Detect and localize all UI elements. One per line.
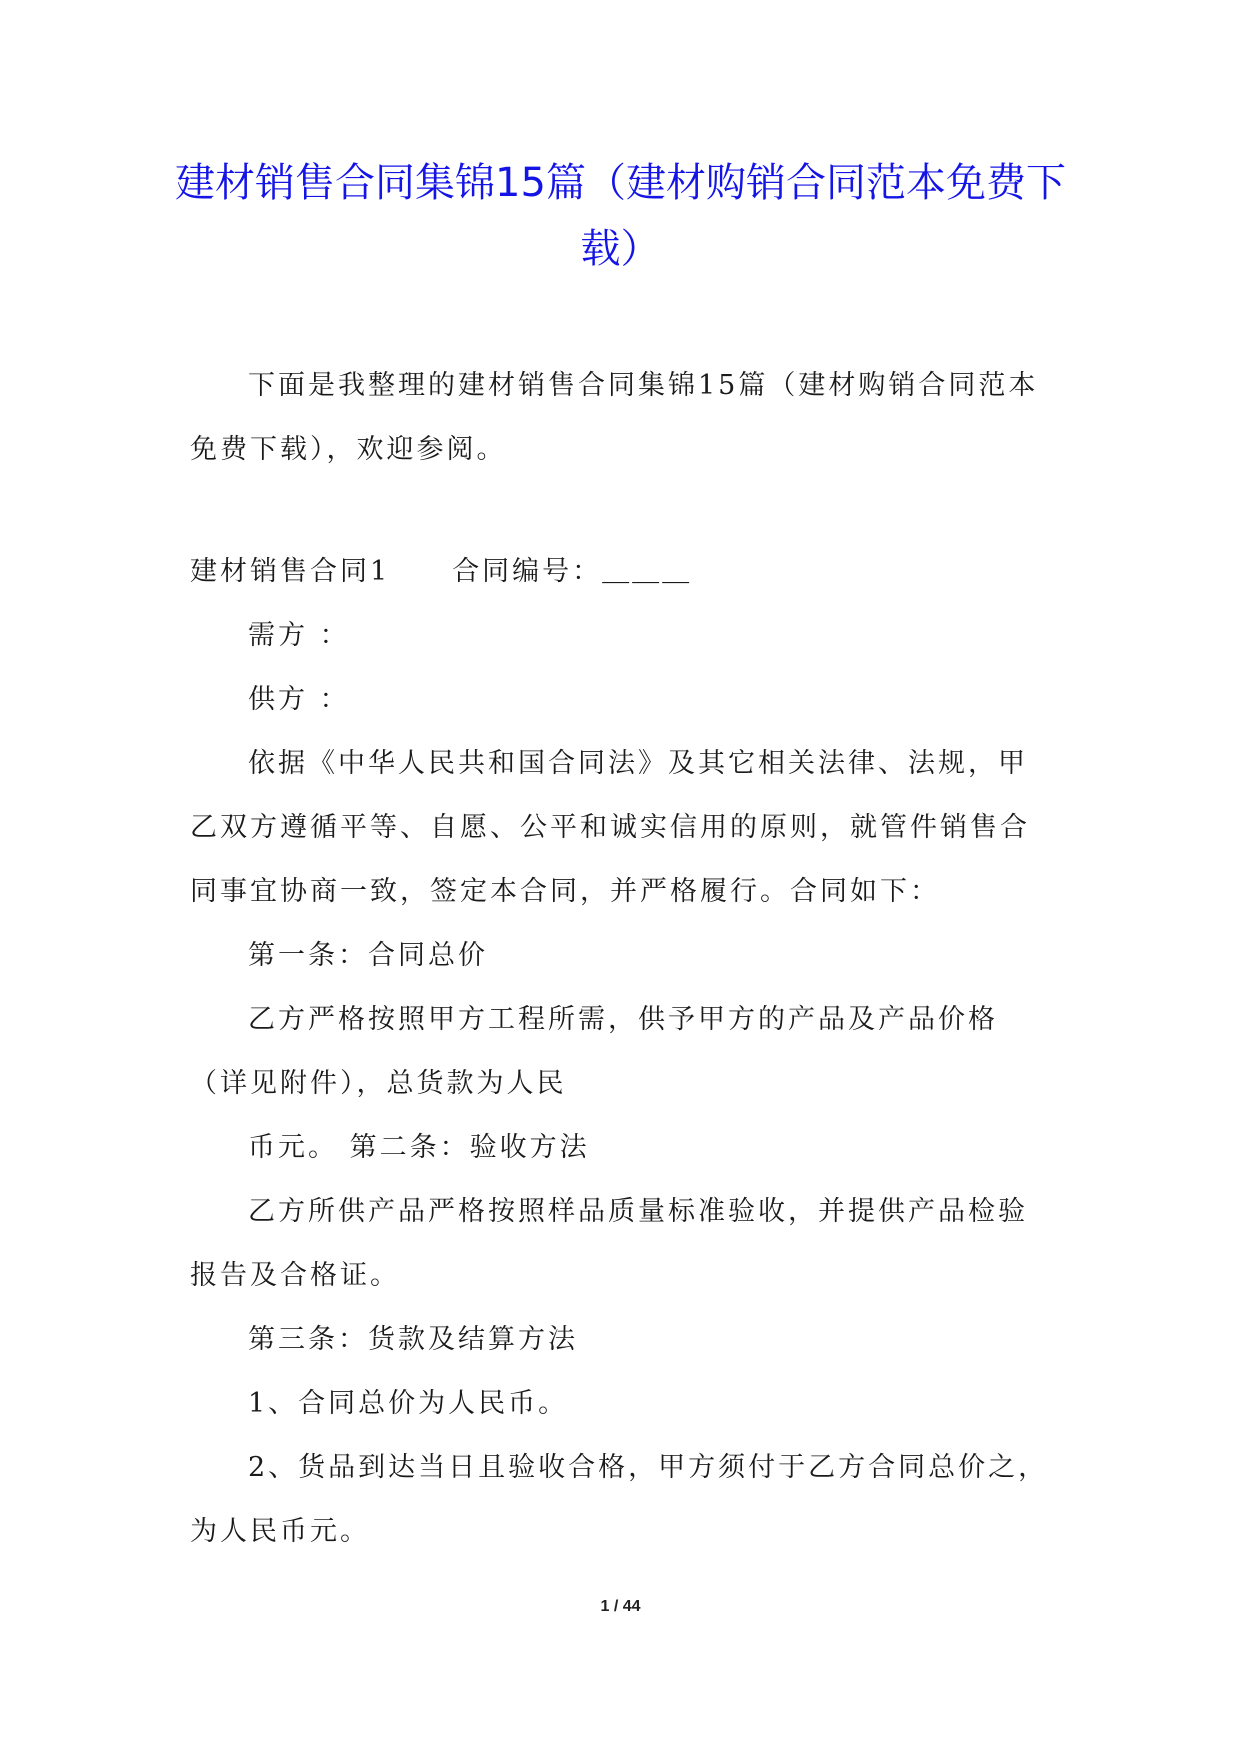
article-3-item-2: 2、货品到达当日且验收合格，甲方须付于乙方合同总价之，为人民币元。 bbox=[190, 1452, 1049, 1547]
supplier-line: 供方 ： bbox=[248, 684, 350, 715]
article-3-heading: 第三条：货款及结算方法 bbox=[248, 1324, 578, 1355]
contract-heading-line bbox=[190, 540, 1050, 604]
buyer-line: 需方 ： bbox=[248, 620, 350, 651]
article-3-item-1: 1、合同总价为人民币。 bbox=[248, 1388, 569, 1419]
document-title: 建材销售合同集锦15篇（建材购销合同范本免费下载） bbox=[175, 160, 1066, 272]
contract-heading: 建材销售合同1 bbox=[190, 556, 391, 587]
preamble-paragraph: 依据《中华人民共和国合同法》及其它相关法律、法规，甲乙双方遵循平等、自愿、公平和诚实信用的原则，就管件销售合同事宜协商一致，签定本合同，并严格履行。合同如下： bbox=[190, 748, 1030, 907]
page-number: 1 / 44 bbox=[600, 1598, 641, 1615]
article-1-paragraph: 乙方严格按照甲方工程所需，供予甲方的产品及产品价格（详见附件），总货款为人民 bbox=[190, 1004, 998, 1099]
article-1-heading: 第一条：合同总价 bbox=[248, 940, 488, 971]
intro-paragraph: 下面是我整理的建材销售合同集锦15篇（建材购销合同范本免费下载），欢迎参阅。 bbox=[190, 370, 1039, 465]
article-2-paragraph: 乙方所供产品严格按照样品质量标准验收，并提供产品检验报告及合格证。 bbox=[190, 1196, 1028, 1291]
contract-number-label: 合同编号：＿＿＿ bbox=[452, 556, 693, 587]
article-2-heading: 币元。 第二条：验收方法 bbox=[248, 1132, 590, 1163]
intro-block bbox=[190, 354, 1050, 482]
contract-body bbox=[190, 540, 1050, 1564]
